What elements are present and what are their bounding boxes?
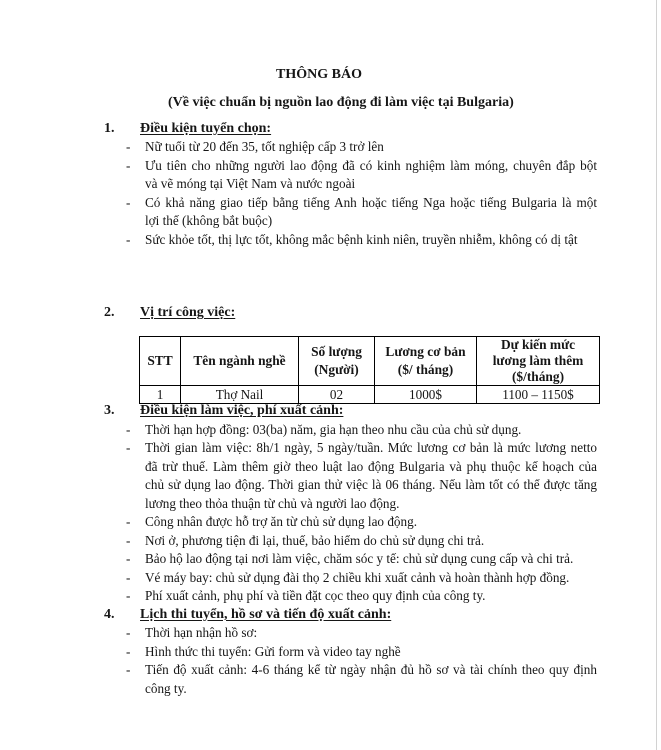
list-marker: - bbox=[126, 588, 131, 603]
column-header-quantity bbox=[299, 337, 375, 386]
item-line: Tiến độ xuất cảnh: 4-6 tháng kể từ ngày nhận đủ hồ sơ và tài chính theo quy định bbox=[145, 662, 597, 677]
list-marker: - bbox=[126, 231, 131, 247]
list-item bbox=[126, 643, 597, 662]
section-title: Điều kiện tuyển chọn: bbox=[140, 120, 272, 136]
item-line: Bảo hộ lao động tại nơi làm việc, chăm sóc y tế: chủ sử dụng cung cấp và chi trả. bbox=[145, 551, 574, 566]
list-item bbox=[126, 624, 597, 643]
cell-base-salary: 1000$ bbox=[375, 386, 477, 404]
section-heading bbox=[0, 606, 656, 625]
list-marker: - bbox=[126, 194, 131, 210]
header-line: Số lượng bbox=[311, 344, 362, 359]
section-title: Vị trí công việc: bbox=[140, 305, 236, 320]
item-line: Vé máy bay: chủ sử dụng đài thọ 2 chiều khi xuất cảnh và hoàn thành hợp đồng. bbox=[145, 569, 570, 585]
list-item bbox=[126, 513, 597, 532]
item-line: Nơi ở, phương tiện đi lại, thuế, bảo hiểm do chủ sử dụng chi trả. bbox=[145, 532, 485, 548]
notice-title: THÔNG BÁO bbox=[276, 67, 362, 82]
list-marker: - bbox=[126, 157, 131, 173]
list-marker: - bbox=[126, 569, 131, 585]
list-marker: - bbox=[126, 514, 131, 529]
section-job-position bbox=[0, 304, 656, 323]
table-row bbox=[140, 386, 600, 404]
section-number: 2. bbox=[104, 305, 115, 320]
column-header-overtime-salary bbox=[477, 337, 600, 386]
list-item bbox=[126, 661, 597, 698]
list-item bbox=[126, 231, 597, 250]
item-line: công ty. bbox=[145, 680, 187, 696]
header-line: (Người) bbox=[314, 362, 359, 377]
item-line: lương theo thỏa thuận từ chủ và người lao động. bbox=[145, 495, 400, 511]
list-item bbox=[126, 569, 597, 588]
list-marker: - bbox=[126, 643, 131, 659]
header-line: Dự kiến mức bbox=[500, 337, 576, 352]
list-marker: - bbox=[126, 551, 131, 566]
column-header-stt bbox=[140, 337, 181, 386]
list-marker: - bbox=[126, 625, 131, 640]
item-line: Phí xuất cảnh, phụ phí và tiền đặt cọc theo quy định của công ty. bbox=[145, 588, 486, 603]
item-line: Hình thức thi tuyển: Gửi form và video tay nghề bbox=[145, 643, 401, 659]
item-line: và vẽ móng tại Việt Nam và nước ngoài bbox=[145, 176, 356, 191]
section-number: 3. bbox=[104, 403, 115, 418]
section-number: 4. bbox=[104, 606, 115, 622]
list-item bbox=[126, 439, 597, 513]
list-marker: - bbox=[126, 440, 131, 455]
section-working-conditions bbox=[0, 402, 656, 698]
section-selection-criteria bbox=[0, 120, 656, 250]
cell-stt: 1 bbox=[140, 386, 181, 404]
list-item bbox=[126, 194, 597, 231]
item-line: Có khả năng giao tiếp bằng tiếng Anh hoặc tiếng Nga hoặc tiếng Bulgaria là một bbox=[145, 194, 597, 210]
section-title: Lịch thi tuyển, hồ sơ và tiến độ xuất cảnh: bbox=[140, 606, 392, 622]
list-item bbox=[126, 532, 597, 551]
list-marker: - bbox=[126, 139, 131, 154]
list-item bbox=[126, 157, 597, 194]
list-item bbox=[126, 587, 597, 606]
header-line: Lương cơ bản bbox=[385, 344, 466, 359]
item-line: chủ sử dụng lao động. Thời gian thử việc là 06 tháng. Nếu làm tốt có thể được tăng bbox=[145, 477, 597, 492]
section-number: 1. bbox=[104, 120, 115, 136]
item-line: Thời hạn nhận hồ sơ: bbox=[145, 625, 258, 640]
column-header-occupation bbox=[181, 337, 299, 386]
header-line: lương làm thêm bbox=[492, 353, 584, 368]
list-item bbox=[126, 138, 597, 157]
job-table bbox=[139, 336, 600, 404]
section-heading bbox=[0, 120, 656, 139]
table-header-row bbox=[140, 337, 600, 386]
list-item bbox=[126, 550, 597, 569]
item-line: Thời hạn hợp đồng: 03(ba) năm, gia hạn theo nhu cầu của chủ sử dụng. bbox=[145, 421, 522, 437]
column-header-base-salary bbox=[375, 337, 477, 386]
cell-overtime-salary: 1100 – 1150$ bbox=[477, 386, 600, 404]
header-line: Tên ngành nghề bbox=[193, 353, 286, 368]
section-heading bbox=[0, 402, 656, 421]
item-line: Công nhân được hỗ trợ ăn từ chủ sử dụng lao động. bbox=[145, 514, 417, 529]
item-line: Ưu tiên cho những người lao động đã có kinh nghiệm làm móng, chuyên đắp bột bbox=[145, 157, 597, 173]
header-line: ($/ tháng) bbox=[397, 362, 454, 377]
list-item bbox=[126, 421, 597, 440]
notice-subtitle: (Về việc chuẩn bị nguồn lao động đi làm việc tại Bulgaria) bbox=[168, 95, 514, 110]
header-line: ($/tháng) bbox=[511, 369, 565, 384]
cell-quantity: 02 bbox=[299, 386, 375, 404]
section-title: Điều kiện làm việc, phí xuất cảnh: bbox=[140, 403, 344, 418]
page-edge-line bbox=[656, 0, 657, 750]
list-marker: - bbox=[126, 662, 131, 677]
list-marker: - bbox=[126, 421, 131, 437]
section-heading bbox=[0, 304, 656, 323]
item-line: đã trừ thuế. Làm thêm giờ theo luật lao động Bulgaria và phụ thuộc kế hoạch của bbox=[145, 458, 597, 474]
list-marker: - bbox=[126, 532, 131, 548]
item-line: Nữ tuổi từ 20 đến 35, tốt nghiệp cấp 3 trở lên bbox=[145, 139, 384, 154]
item-line: lợi thế (không bắt buộc) bbox=[145, 213, 273, 228]
item-line: Thời gian làm việc: 8h/1 ngày, 5 ngày/tuần. Mức lương cơ bản là mức lương netto bbox=[145, 440, 597, 455]
header-line: STT bbox=[147, 353, 173, 368]
cell-occupation: Thợ Nail bbox=[181, 386, 299, 404]
item-line: Sức khỏe tốt, thị lực tốt, không mắc bệnh kinh niên, truyền nhiễm, không có dị tật bbox=[145, 231, 578, 247]
